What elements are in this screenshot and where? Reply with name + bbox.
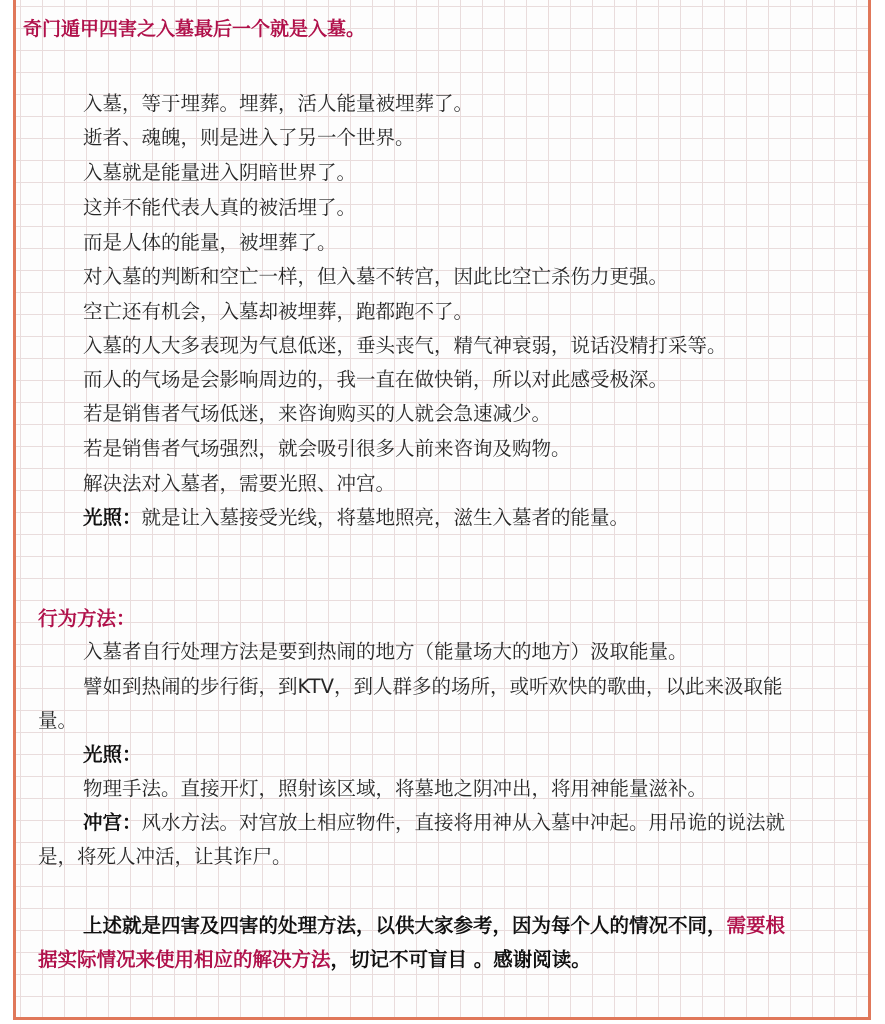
section-title: 行为方法：	[38, 607, 136, 630]
body-line-7: 空亡还有机会，入墓却被埋葬，跑都跑不了。	[83, 300, 474, 323]
body-line-6: 对入墓的判断和空亡一样，但入墓不转宫，因此比空亡杀伤力更强。	[83, 265, 669, 288]
conclusion-text-b: ，切记不可盲目 。感谢阅读。	[330, 948, 591, 971]
body-line-12: 解决法对入墓者，需要光照、冲宫。	[83, 472, 396, 495]
conclusion-highlight-b: 据实际情况来使用相应的解决方法	[38, 948, 331, 971]
method-line-2b: 量。	[38, 709, 78, 732]
guangzhao-label: 光照：	[83, 506, 142, 529]
chonggong-line	[83, 811, 785, 835]
conclusion-text-a: 上述就是四害及四害的处理方法，以供大家参考，因为每个人的情况不同，	[83, 914, 727, 937]
body-line-2: 逝者、魂魄，则是进入了另一个世界。	[83, 126, 415, 149]
conclusion-line-1	[83, 914, 785, 938]
body-line-5: 而是人体的能量，被埋葬了。	[83, 231, 337, 254]
body-line-11: 若是销售者气场强烈，就会吸引很多人前来咨询及购物。	[83, 437, 571, 460]
body-line-9: 而人的气场是会影响周边的，我一直在做快销，所以对此感受极深。	[83, 368, 669, 391]
conclusion-highlight-a: 需要根	[726, 914, 786, 937]
chonggong-label: 冲宫：	[83, 811, 142, 834]
method-line-2a: 譬如到热闹的步行街，到KTV，到人群多的场所，或听欢快的歌曲，以此来汲取能	[83, 675, 783, 698]
chonggong-line-2: 是，将死人冲活，让其诈尸。	[38, 845, 292, 868]
guangzhao-line	[83, 506, 629, 530]
guangzhao-method: 物理手法。直接开灯，照射该区域，将墓地之阴冲出，将用神能量滋补。	[83, 777, 708, 800]
conclusion-line-2	[38, 948, 591, 972]
guangzhao-heading: 光照：	[83, 743, 142, 766]
guangzhao-text: 就是让入墓接受光线，将墓地照亮，滋生入墓者的能量。	[141, 506, 630, 529]
method-line-1: 入墓者自行处理方法是要到热闹的地方（能量场大的地方）汲取能量。	[83, 640, 688, 663]
body-line-8: 入墓的人大多表现为气息低迷，垂头丧气，精气神衰弱，说话没精打采等。	[83, 334, 727, 357]
body-line-4: 这并不能代表人真的被活埋了。	[83, 196, 357, 219]
chonggong-text: 风水方法。对宫放上相应物件，直接将用神从入墓中冲起。用吊诡的说法就	[141, 811, 786, 834]
article-title: 奇门遁甲四害之入墓最后一个就是入墓。	[23, 18, 366, 40]
body-line-3: 入墓就是能量进入阴暗世界了。	[83, 161, 357, 184]
article-page	[13, 0, 871, 1020]
body-line-1: 入墓，等于埋葬。埋葬，活人能量被埋葬了。	[83, 92, 474, 115]
body-line-10: 若是销售者气场低迷，来咨询购买的人就会急速减少。	[83, 402, 552, 425]
